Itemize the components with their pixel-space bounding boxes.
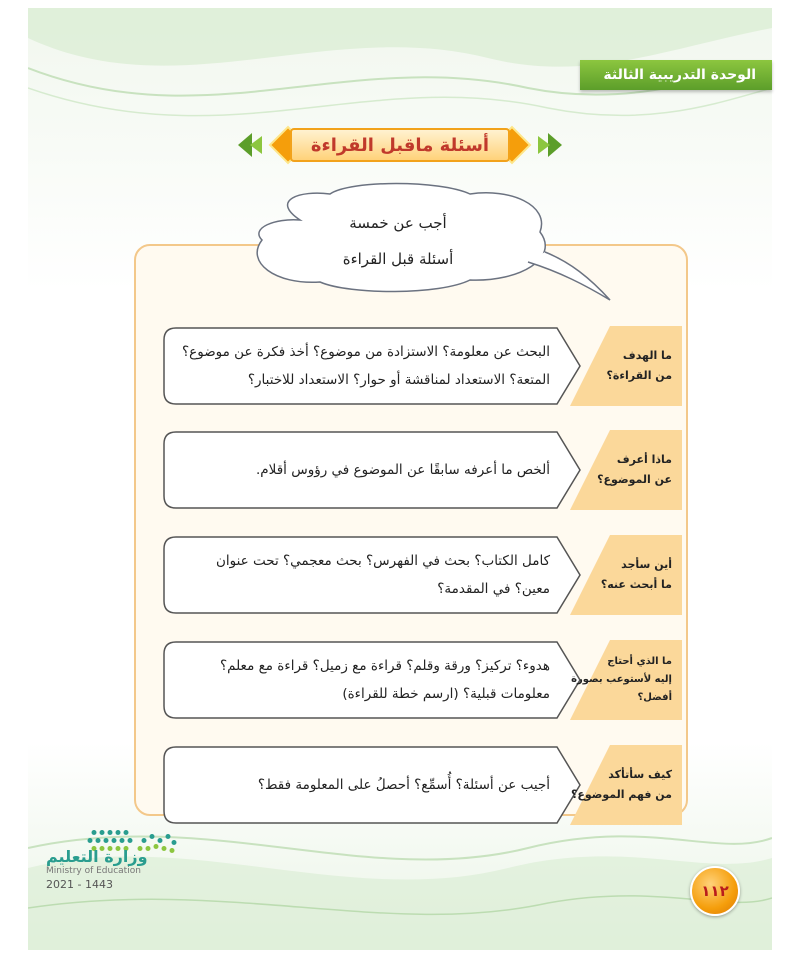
answer-line: أجيب عن أسئلة؟ أُسمِّع؟ أحصلُ على المعلومة فقط؟ [257, 777, 550, 793]
answer-text [180, 438, 550, 502]
question-line: عن الموضوع؟ [597, 473, 672, 486]
ministry-name-ar: وزارة التعليم [46, 847, 148, 866]
cloud-text [248, 192, 548, 290]
unit-label: الوحدة التدريبية الثالثة [580, 60, 772, 90]
answer-line: معلومات قبلية؟ (ارسم خطة للقراءة) [342, 686, 550, 702]
question-label [570, 745, 682, 825]
question-line: من القراءة؟ [606, 369, 672, 382]
cloud-line-2: أسئلة قبل القراءة [342, 250, 454, 268]
question-line: إليه لأستوعب بصورة [571, 674, 672, 685]
answer-line: المتعة؟ الاستعداد لمناقشة أو حوار؟ الاستعداد للاختبار؟ [247, 372, 550, 388]
answer-text [180, 543, 550, 607]
question-line: أفضل؟ [637, 692, 672, 703]
answer-line: كامل الكتاب؟ بحث في الفهرس؟ بحث معجمي؟ تحت عنوان [215, 553, 550, 569]
question-line: كيف سأتأكد [608, 768, 672, 781]
question-label [570, 640, 682, 720]
edition-year: 2021 - 1443 [46, 878, 113, 891]
question-line: من فهم الموضوع؟ [570, 788, 672, 801]
answer-text [180, 648, 550, 712]
question-line: ما أبحث عنه؟ [600, 578, 672, 591]
question-row-2 [162, 430, 682, 510]
question-row-5 [162, 745, 682, 825]
ministry-name-en: Ministry of Education [46, 866, 141, 876]
answer-text [180, 753, 550, 817]
page-number: ١١٢ [690, 866, 740, 916]
page-title: أسئلة ماقبل القراءة [290, 128, 510, 162]
question-label [570, 326, 682, 406]
cloud-line-1: أجب عن خمسة [349, 214, 447, 232]
question-line: ماذا أعرف [616, 453, 672, 466]
question-label [570, 535, 682, 615]
answer-line: هدوء؟ تركيز؟ ورقة وقلم؟ قراءة مع زميل؟ قراءة مع معلم؟ [219, 658, 550, 674]
question-label [570, 430, 682, 510]
question-row-1 [162, 326, 682, 406]
answer-line: ألخص ما أعرفه سابقًا عن الموضوع في رؤوس أقلام. [256, 462, 550, 478]
question-line: ما الذي أحتاج [607, 656, 672, 667]
question-line: أين سأجد [621, 558, 672, 571]
answer-line: البحث عن معلومة؟ الاستزادة من موضوع؟ أخذ فكرة عن موضوع؟ [182, 344, 550, 360]
question-line: ما الهدف [622, 349, 672, 362]
answer-line: معين؟ في المقدمة؟ [437, 581, 550, 597]
question-row-3 [162, 535, 682, 615]
question-row-4 [162, 640, 682, 720]
answer-text [180, 334, 550, 398]
